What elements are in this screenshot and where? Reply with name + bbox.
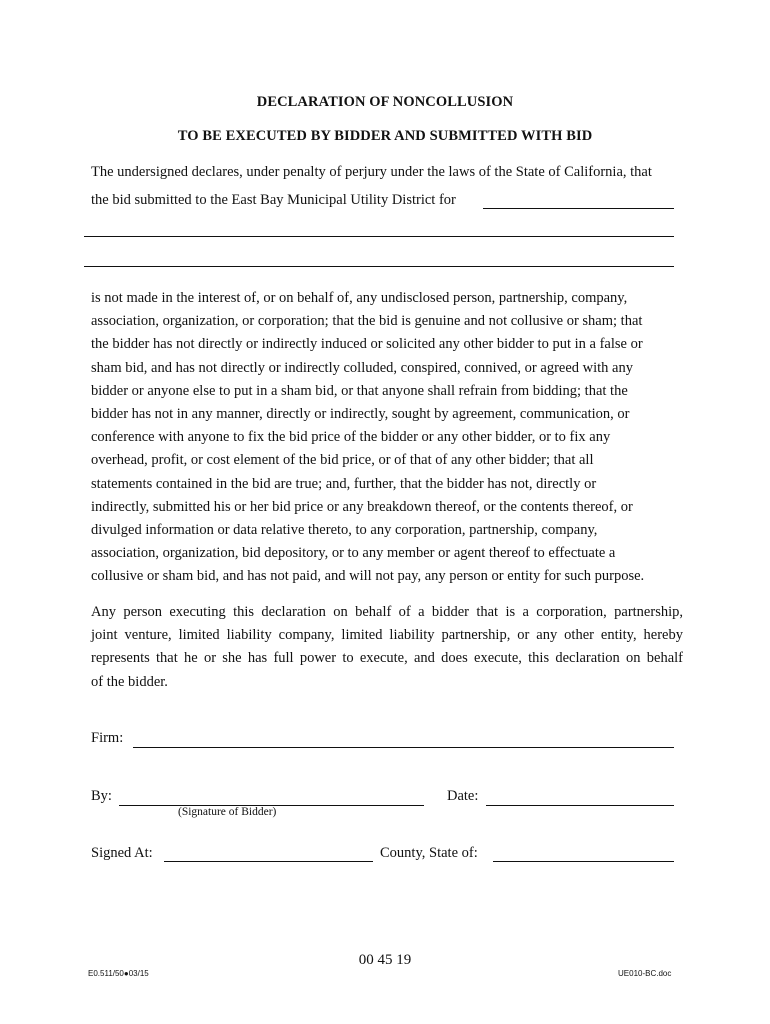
paragraph-line: represents that he or she has full power to execute, and does execute, this declaration on behalf (91, 650, 683, 667)
paragraph-line: conference with anyone to fix the bid price of the bidder or any other bidder, or to fix any (91, 429, 611, 446)
paragraph-line: bidder has not in any manner, directly or indirectly, sought by agreement, communication, or (91, 406, 630, 423)
declaration-paragraph (91, 287, 681, 589)
footer-form-code: E0.511/50●03/15 (88, 969, 149, 978)
signed-at-field[interactable] (164, 861, 373, 862)
paragraph-line: collusive or sham bid, and has not paid, and will not pay, any person or entity for such purpose. (91, 568, 645, 585)
paragraph-line: divulged information or data relative thereto, to any corporation, partnership, company, (91, 522, 598, 539)
paragraph-line: joint venture, limited liability company, limited liability partnership, or any other entity, hereby (91, 627, 683, 644)
intro-line-1: The undersigned declares, under penalty of perjury under the laws of the State of California, that (91, 164, 652, 180)
firm-label: Firm: (91, 730, 124, 746)
paragraph-line: indirectly, submitted his or her bid price or any breakdown thereof, or the contents thereof, or (91, 498, 633, 515)
project-description-line-1[interactable] (84, 236, 674, 237)
signed-at-label: Signed At: (91, 845, 153, 861)
county-state-label: County, State of: (380, 845, 478, 861)
date-field[interactable] (486, 805, 674, 806)
paragraph-line: association, organization, or corporation; that the bid is genuine and not collusive or sham; that (91, 313, 643, 330)
paragraph-line: is not made in the interest of, or on behalf of, any undisclosed person, partnership, company, (91, 290, 628, 306)
paragraph-line: the bidder has not directly or indirectly induced or solicited any other bidder to put in a false or (91, 336, 643, 353)
page-number: 00 45 19 (358, 952, 412, 968)
by-label: By: (91, 788, 112, 804)
footer-file-name: UE010-BC.doc (618, 969, 672, 978)
paragraph-line: Any person executing this declaration on behalf of a bidder that is a corporation, partnership, (91, 604, 683, 620)
date-label: Date: (447, 788, 479, 804)
paragraph-line: bidder or anyone else to put in a sham bid, or that anyone shall refrain from bidding; that the (91, 382, 628, 399)
paragraph-line: overhead, profit, or cost element of the bid price, or of that of any other bidder; that all (91, 452, 594, 469)
firm-field[interactable] (133, 747, 674, 748)
county-state-field[interactable] (493, 861, 674, 862)
intro-line-2: the bid submitted to the East Bay Municipal Utility District for (91, 192, 456, 208)
authority-paragraph (91, 601, 683, 694)
paragraph-line: of the bidder. (91, 673, 168, 690)
paragraph-line: statements contained in the bid are true; and, further, that the bidder has not, directly or (91, 475, 597, 492)
signature-caption: (Signature of Bidder) (178, 806, 277, 818)
project-description-line-2[interactable] (84, 266, 674, 267)
document-subtitle: TO BE EXECUTED BY BIDDER AND SUBMITTED WITH BID (177, 128, 593, 144)
project-name-field[interactable] (483, 208, 674, 209)
paragraph-line: sham bid, and has not directly or indirectly colluded, conspired, connived, or agreed with any (91, 359, 633, 376)
paragraph-line: association, organization, bid depository, or to any member or agent thereof to effectuate a (91, 545, 616, 562)
document-title: DECLARATION OF NONCOLLUSION (256, 94, 514, 110)
